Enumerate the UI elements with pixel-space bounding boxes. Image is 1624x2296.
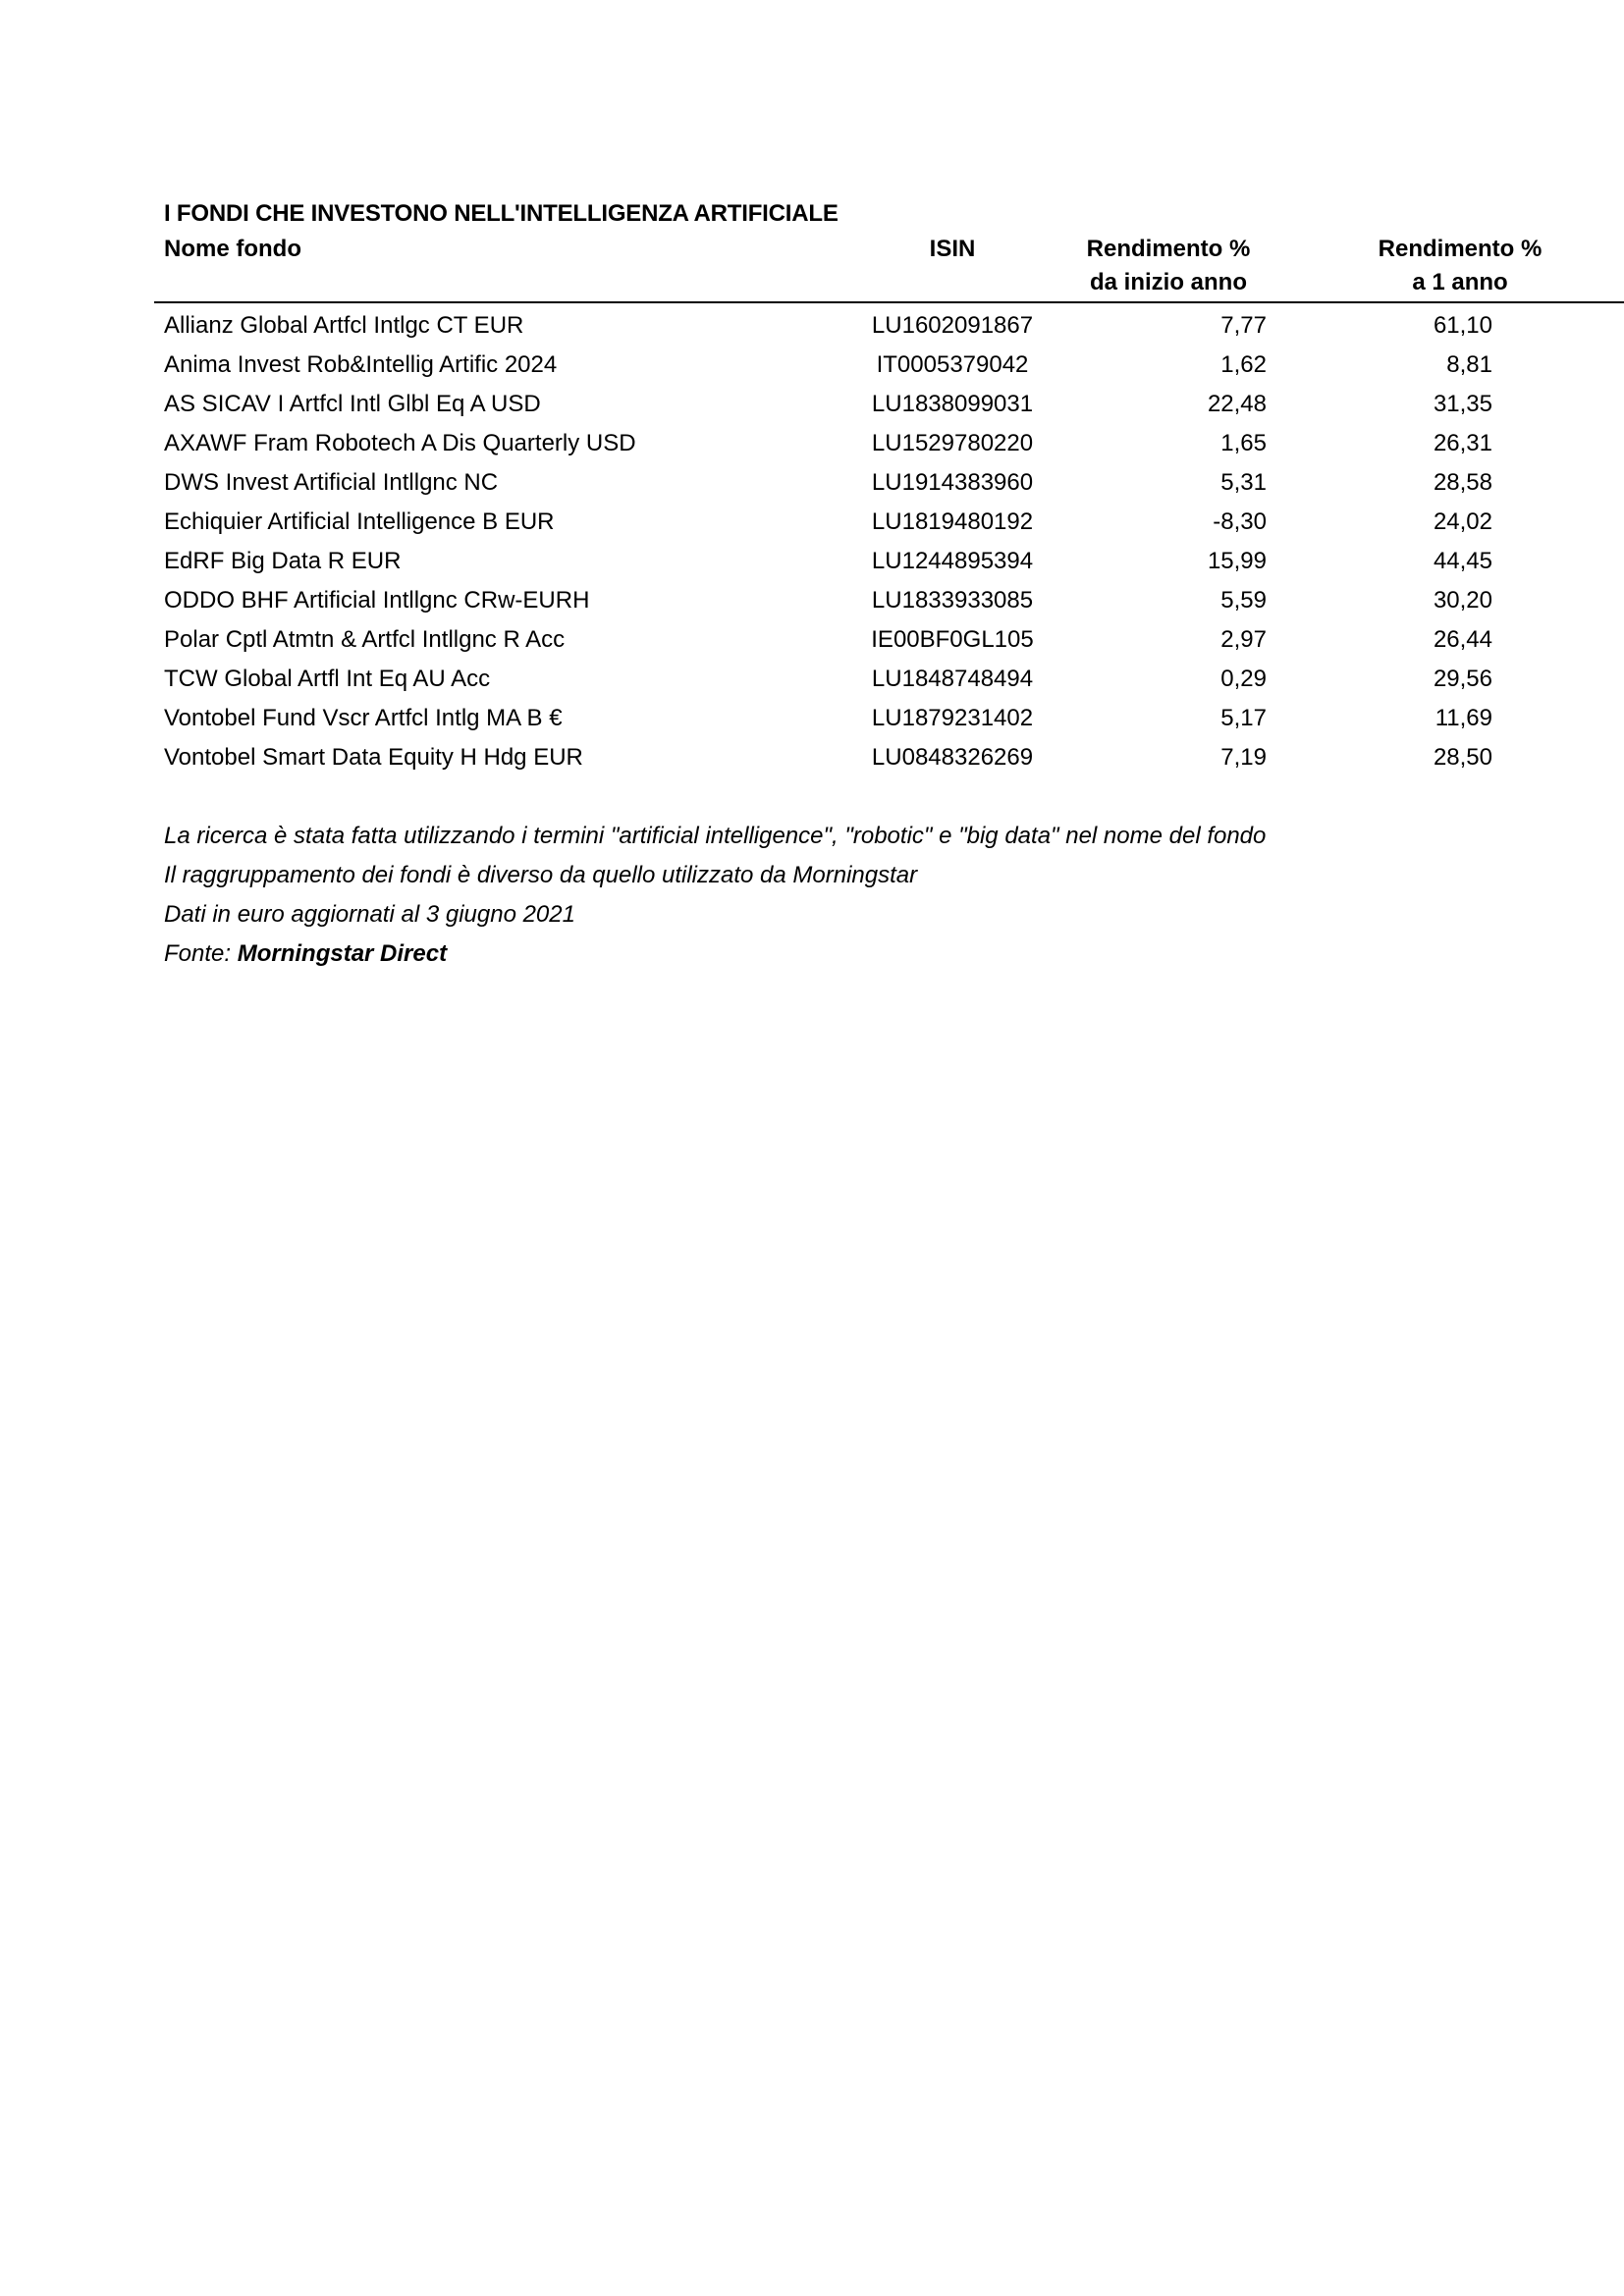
column-header-ytd-line2: da inizio anno	[1090, 269, 1247, 295]
fund-name-cell: AS SICAV I Artfcl Intl Glbl Eq A USD	[164, 391, 541, 417]
column-header-ytd-line1: Rendimento %	[1086, 236, 1251, 262]
one-year-return-cell: 28,58	[1433, 469, 1492, 496]
fund-name-cell: EdRF Big Data R EUR	[164, 548, 402, 574]
ytd-return-cell: 2,97	[1220, 626, 1267, 653]
table-body	[0, 306, 1624, 777]
one-year-return-cell: 11,69	[1435, 705, 1492, 731]
isin-cell: LU1879231402	[871, 705, 1034, 731]
column-header-name: Nome fondo	[164, 236, 301, 262]
ytd-return-cell: 5,59	[1220, 587, 1267, 614]
one-year-return-cell: 28,50	[1433, 744, 1492, 771]
one-year-return-cell: 26,31	[1433, 430, 1492, 456]
table-title: I FONDI CHE INVESTONO NELL'INTELLIGENZA ARTIFICIALE	[164, 200, 839, 227]
isin-cell: LU1244895394	[871, 548, 1034, 574]
fund-name-cell: Vontobel Smart Data Equity H Hdg EUR	[164, 744, 583, 771]
ytd-return-cell: 22,48	[1207, 391, 1267, 417]
one-year-return-cell: 24,02	[1433, 508, 1492, 535]
source-prefix: Fonte:	[164, 940, 238, 967]
table-row	[0, 424, 1624, 463]
one-year-return-cell: 30,20	[1433, 587, 1492, 614]
fund-name-cell: TCW Global Artfl Int Eq AU Acc	[164, 666, 491, 692]
isin-cell: LU1833933085	[871, 587, 1034, 614]
table-row	[0, 738, 1624, 777]
table-row	[0, 699, 1624, 738]
ytd-return-cell: 0,29	[1220, 666, 1267, 692]
fund-name-cell: Polar Cptl Atmtn & Artfcl Intllgnc R Acc	[164, 626, 566, 653]
isin-cell: IT0005379042	[876, 351, 1029, 378]
isin-cell: LU0848326269	[871, 744, 1034, 771]
ytd-return-cell: 15,99	[1207, 548, 1267, 574]
table-row	[0, 581, 1624, 620]
ytd-return-cell: 7,77	[1220, 312, 1267, 339]
footnote-grouping: Il raggruppamento dei fondi è diverso da quello utilizzato da Morningstar	[164, 862, 918, 888]
ytd-return-cell: 5,31	[1220, 469, 1267, 496]
isin-cell: LU1529780220	[871, 430, 1034, 456]
table-row	[0, 346, 1624, 385]
one-year-return-cell: 31,35	[1433, 391, 1492, 417]
isin-cell: LU1602091867	[871, 312, 1034, 339]
table-row	[0, 503, 1624, 542]
table-row	[0, 385, 1624, 424]
table-row	[0, 463, 1624, 503]
fund-name-cell: Vontobel Fund Vscr Artfcl Intlg MA B €	[164, 705, 563, 731]
fund-name-cell: Anima Invest Rob&Intellig Artific 2024	[164, 351, 558, 378]
one-year-return-cell: 61,10	[1433, 312, 1492, 339]
footnote-search-terms: La ricerca è stata fatta utilizzando i termini "artificial intelligence", "robotic" e "big data" nel nome del fondo	[164, 823, 1267, 849]
header-divider	[154, 301, 1624, 303]
footnote-source	[164, 934, 1266, 974]
column-header-one-year-line2: a 1 anno	[1412, 269, 1508, 295]
isin-cell: IE00BF0GL105	[871, 626, 1034, 653]
column-header-isin: ISIN	[929, 236, 976, 262]
footnotes	[164, 817, 1266, 974]
one-year-return-cell: 26,44	[1433, 626, 1492, 653]
one-year-return-cell: 8,81	[1446, 351, 1492, 378]
isin-cell: LU1914383960	[871, 469, 1034, 496]
ytd-return-cell: -8,30	[1213, 508, 1267, 535]
fund-name-cell: AXAWF Fram Robotech A Dis Quarterly USD	[164, 430, 636, 456]
table-row	[0, 542, 1624, 581]
ytd-return-cell: 1,62	[1220, 351, 1267, 378]
column-header-ytd	[1060, 233, 1276, 299]
ytd-return-cell: 7,19	[1220, 744, 1267, 771]
ytd-return-cell: 5,17	[1220, 705, 1267, 731]
isin-cell: LU1819480192	[871, 508, 1034, 535]
isin-cell: LU1838099031	[871, 391, 1034, 417]
column-header-one-year	[1347, 233, 1573, 299]
footnote-date: Dati in euro aggiornati al 3 giugno 2021	[164, 901, 575, 928]
fund-name-cell: Echiquier Artificial Intelligence B EUR	[164, 508, 555, 535]
fund-name-cell: ODDO BHF Artificial Intllgnc CRw-EURH	[164, 587, 590, 614]
column-header-one-year-line1: Rendimento %	[1378, 236, 1543, 262]
table-row	[0, 660, 1624, 699]
ytd-return-cell: 1,65	[1220, 430, 1267, 456]
fund-name-cell: DWS Invest Artificial Intllgnc NC	[164, 469, 499, 496]
fund-name-cell: Allianz Global Artfcl Intlgc CT EUR	[164, 312, 524, 339]
one-year-return-cell: 44,45	[1433, 548, 1492, 574]
isin-cell: LU1848748494	[871, 666, 1034, 692]
table-row	[0, 306, 1624, 346]
source-name: Morningstar Direct	[237, 940, 448, 967]
table-row	[0, 620, 1624, 660]
one-year-return-cell: 29,56	[1433, 666, 1492, 692]
